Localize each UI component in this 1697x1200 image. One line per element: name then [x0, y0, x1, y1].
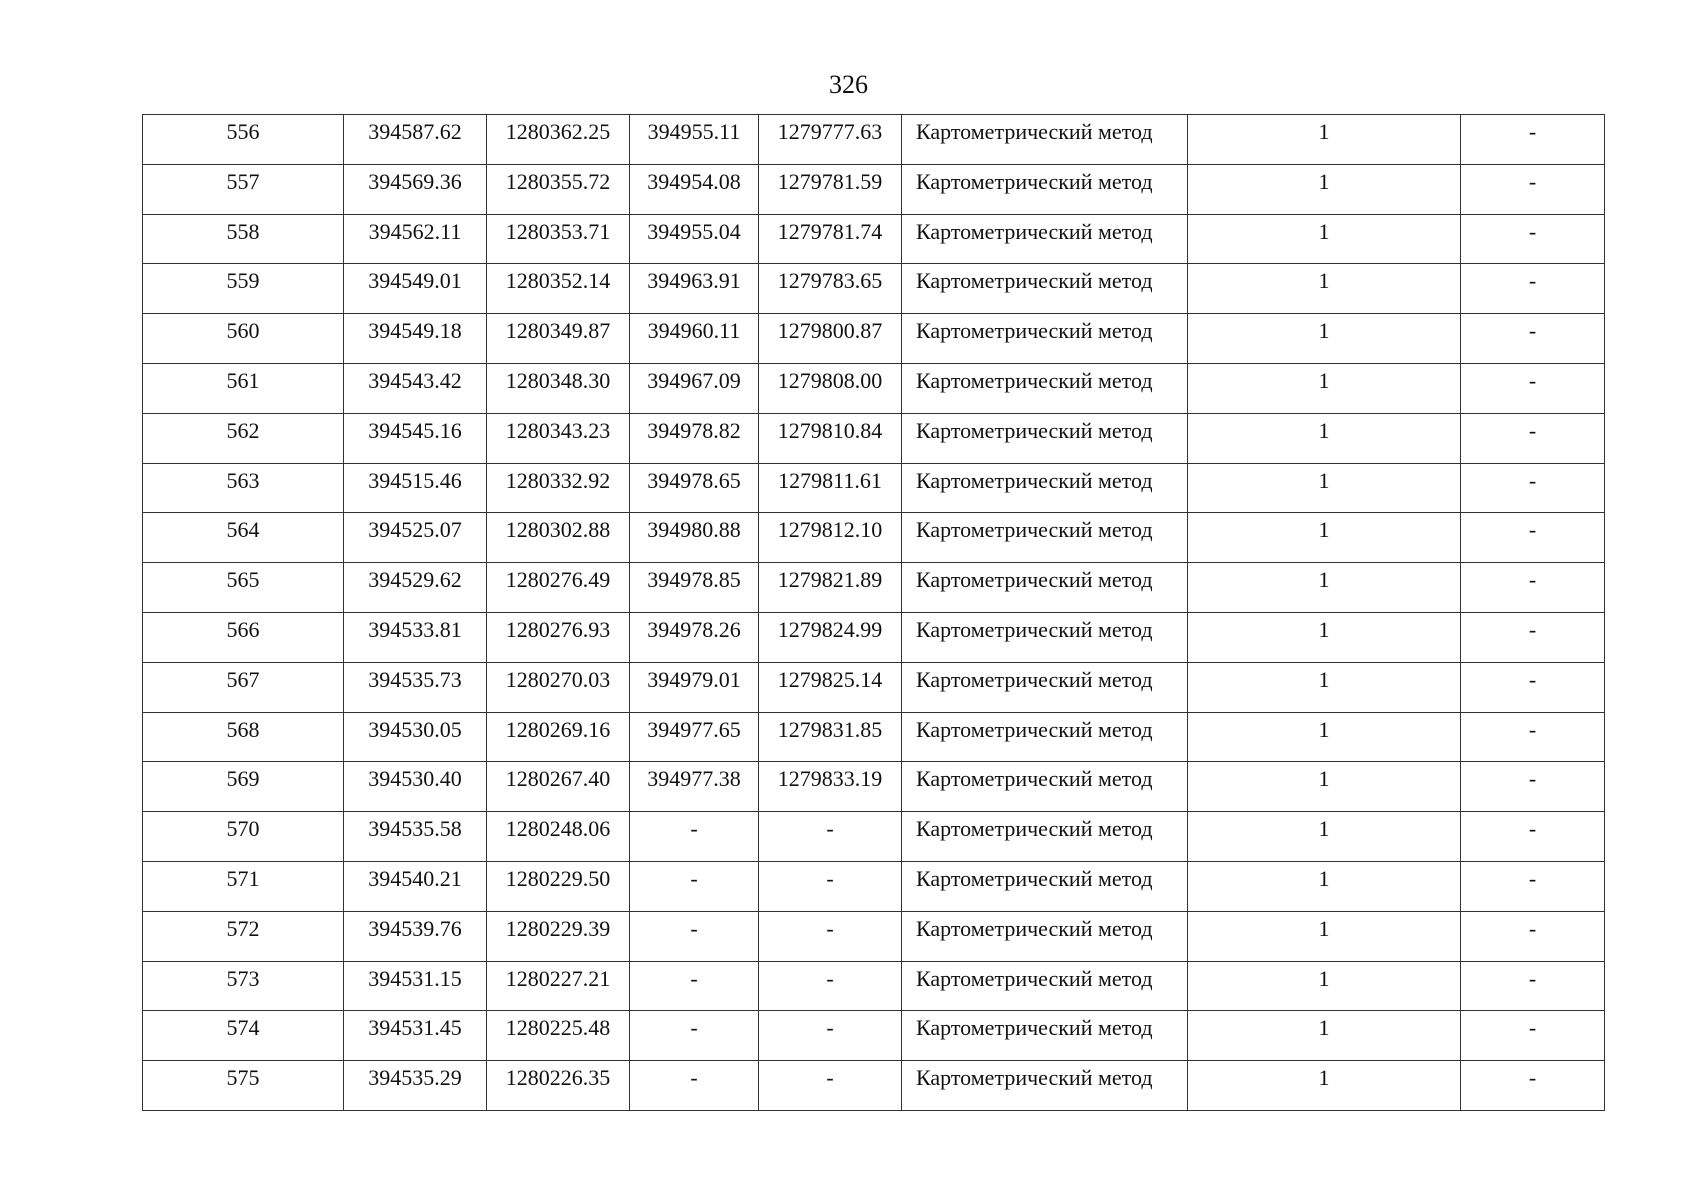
old-x-cell: 394530.40 — [344, 762, 487, 812]
old-x-cell: 394535.73 — [344, 662, 487, 712]
new-x-cell: 394955.04 — [630, 214, 759, 264]
method-cell: Картометрический метод — [902, 911, 1188, 961]
new-y-cell: 1279781.59 — [759, 164, 902, 214]
new-y-cell: - — [759, 911, 902, 961]
method-cell: Картометрический метод — [902, 214, 1188, 264]
old-x-cell: 394531.45 — [344, 1011, 487, 1061]
point-number: 566 — [143, 612, 344, 662]
new-x-cell: 394978.26 — [630, 612, 759, 662]
method-cell: Картометрический метод — [902, 662, 1188, 712]
accuracy-cell: 1 — [1188, 712, 1461, 762]
new-x-cell: 394967.09 — [630, 363, 759, 413]
table-row — [143, 463, 1605, 513]
point-number: 556 — [143, 115, 344, 165]
new-x-cell: 394977.38 — [630, 762, 759, 812]
old-y-cell: 1280348.30 — [487, 363, 630, 413]
new-x-cell: - — [630, 812, 759, 862]
point-number: 559 — [143, 264, 344, 314]
old-y-cell: 1280276.49 — [487, 563, 630, 613]
point-number: 574 — [143, 1011, 344, 1061]
table-row — [143, 563, 1605, 613]
method-cell: Картометрический метод — [902, 513, 1188, 563]
old-y-cell: 1280226.35 — [487, 1061, 630, 1111]
description-cell: - — [1461, 612, 1605, 662]
description-cell: - — [1461, 115, 1605, 165]
method-cell: Картометрический метод — [902, 612, 1188, 662]
old-y-cell: 1280269.16 — [487, 712, 630, 762]
new-y-cell: 1279783.65 — [759, 264, 902, 314]
new-y-cell: - — [759, 961, 902, 1011]
old-x-cell: 394531.15 — [344, 961, 487, 1011]
new-y-cell: - — [759, 1061, 902, 1111]
new-x-cell: - — [630, 1061, 759, 1111]
description-cell: - — [1461, 812, 1605, 862]
new-x-cell: 394954.08 — [630, 164, 759, 214]
method-cell: Картометрический метод — [902, 712, 1188, 762]
old-x-cell: 394549.18 — [344, 314, 487, 364]
description-cell: - — [1461, 563, 1605, 613]
accuracy-cell: 1 — [1188, 662, 1461, 712]
table-row — [143, 712, 1605, 762]
old-x-cell: 394525.07 — [344, 513, 487, 563]
table-row — [143, 1011, 1605, 1061]
old-y-cell: 1280276.93 — [487, 612, 630, 662]
accuracy-cell: 1 — [1188, 911, 1461, 961]
method-cell: Картометрический метод — [902, 762, 1188, 812]
new-y-cell: 1279812.10 — [759, 513, 902, 563]
old-y-cell: 1280332.92 — [487, 463, 630, 513]
point-number: 558 — [143, 214, 344, 264]
old-x-cell: 394569.36 — [344, 164, 487, 214]
accuracy-cell: 1 — [1188, 264, 1461, 314]
point-number: 570 — [143, 812, 344, 862]
new-y-cell: 1279781.74 — [759, 214, 902, 264]
point-number: 557 — [143, 164, 344, 214]
method-cell: Картометрический метод — [902, 413, 1188, 463]
accuracy-cell: 1 — [1188, 812, 1461, 862]
description-cell: - — [1461, 1061, 1605, 1111]
table-row — [143, 961, 1605, 1011]
new-x-cell: 394978.65 — [630, 463, 759, 513]
accuracy-cell: 1 — [1188, 1061, 1461, 1111]
description-cell: - — [1461, 861, 1605, 911]
accuracy-cell: 1 — [1188, 513, 1461, 563]
description-cell: - — [1461, 463, 1605, 513]
description-cell: - — [1461, 164, 1605, 214]
accuracy-cell: 1 — [1188, 214, 1461, 264]
new-y-cell: 1279824.99 — [759, 612, 902, 662]
old-x-cell: 394562.11 — [344, 214, 487, 264]
old-x-cell: 394539.76 — [344, 911, 487, 961]
old-y-cell: 1280267.40 — [487, 762, 630, 812]
description-cell: - — [1461, 214, 1605, 264]
accuracy-cell: 1 — [1188, 413, 1461, 463]
point-number: 569 — [143, 762, 344, 812]
point-number: 568 — [143, 712, 344, 762]
old-y-cell: 1280229.39 — [487, 911, 630, 961]
coordinates-table — [142, 114, 1605, 1111]
old-y-cell: 1280352.14 — [487, 264, 630, 314]
new-y-cell: 1279800.87 — [759, 314, 902, 364]
accuracy-cell: 1 — [1188, 1011, 1461, 1061]
accuracy-cell: 1 — [1188, 363, 1461, 413]
new-x-cell: 394980.88 — [630, 513, 759, 563]
old-y-cell: 1280248.06 — [487, 812, 630, 862]
table-row — [143, 861, 1605, 911]
old-x-cell: 394533.81 — [344, 612, 487, 662]
accuracy-cell: 1 — [1188, 612, 1461, 662]
table-row — [143, 264, 1605, 314]
new-x-cell: - — [630, 1011, 759, 1061]
table-row — [143, 812, 1605, 862]
old-x-cell: 394529.62 — [344, 563, 487, 613]
accuracy-cell: 1 — [1188, 164, 1461, 214]
accuracy-cell: 1 — [1188, 563, 1461, 613]
old-y-cell: 1280227.21 — [487, 961, 630, 1011]
point-number: 564 — [143, 513, 344, 563]
new-y-cell: 1279831.85 — [759, 712, 902, 762]
accuracy-cell: 1 — [1188, 961, 1461, 1011]
new-x-cell: 394963.91 — [630, 264, 759, 314]
table-row — [143, 413, 1605, 463]
description-cell: - — [1461, 513, 1605, 563]
old-x-cell: 394587.62 — [344, 115, 487, 165]
description-cell: - — [1461, 911, 1605, 961]
method-cell: Картометрический метод — [902, 314, 1188, 364]
description-cell: - — [1461, 264, 1605, 314]
old-y-cell: 1280353.71 — [487, 214, 630, 264]
table-body — [143, 115, 1605, 1111]
method-cell: Картометрический метод — [902, 164, 1188, 214]
point-number: 571 — [143, 861, 344, 911]
new-y-cell: - — [759, 812, 902, 862]
table-row — [143, 314, 1605, 364]
accuracy-cell: 1 — [1188, 861, 1461, 911]
point-number: 567 — [143, 662, 344, 712]
description-cell: - — [1461, 314, 1605, 364]
point-number: 573 — [143, 961, 344, 1011]
accuracy-cell: 1 — [1188, 115, 1461, 165]
old-y-cell: 1280302.88 — [487, 513, 630, 563]
table-row — [143, 762, 1605, 812]
old-y-cell: 1280270.03 — [487, 662, 630, 712]
method-cell: Картометрический метод — [902, 563, 1188, 613]
table-row — [143, 214, 1605, 264]
new-x-cell: - — [630, 961, 759, 1011]
method-cell: Картометрический метод — [902, 1061, 1188, 1111]
method-cell: Картометрический метод — [902, 961, 1188, 1011]
old-y-cell: 1280225.48 — [487, 1011, 630, 1061]
old-y-cell: 1280355.72 — [487, 164, 630, 214]
description-cell: - — [1461, 662, 1605, 712]
old-x-cell: 394540.21 — [344, 861, 487, 911]
accuracy-cell: 1 — [1188, 463, 1461, 513]
table-row — [143, 612, 1605, 662]
description-cell: - — [1461, 762, 1605, 812]
old-y-cell: 1280362.25 — [487, 115, 630, 165]
method-cell: Картометрический метод — [902, 1011, 1188, 1061]
description-cell: - — [1461, 363, 1605, 413]
table-row — [143, 513, 1605, 563]
old-x-cell: 394549.01 — [344, 264, 487, 314]
old-x-cell: 394535.29 — [344, 1061, 487, 1111]
old-x-cell: 394535.58 — [344, 812, 487, 862]
point-number: 562 — [143, 413, 344, 463]
new-y-cell: - — [759, 1011, 902, 1061]
old-x-cell: 394545.16 — [344, 413, 487, 463]
table-row — [143, 911, 1605, 961]
point-number: 572 — [143, 911, 344, 961]
new-x-cell: 394955.11 — [630, 115, 759, 165]
new-y-cell: 1279777.63 — [759, 115, 902, 165]
method-cell: Картометрический метод — [902, 812, 1188, 862]
new-y-cell: 1279810.84 — [759, 413, 902, 463]
point-number: 565 — [143, 563, 344, 613]
new-y-cell: 1279825.14 — [759, 662, 902, 712]
table-row — [143, 1061, 1605, 1111]
new-x-cell: - — [630, 861, 759, 911]
new-x-cell: 394978.82 — [630, 413, 759, 463]
method-cell: Картометрический метод — [902, 463, 1188, 513]
new-x-cell: 394960.11 — [630, 314, 759, 364]
method-cell: Картометрический метод — [902, 115, 1188, 165]
point-number: 575 — [143, 1061, 344, 1111]
new-y-cell: 1279833.19 — [759, 762, 902, 812]
old-y-cell: 1280343.23 — [487, 413, 630, 463]
page-number: 326 — [829, 70, 868, 99]
description-cell: - — [1461, 413, 1605, 463]
description-cell: - — [1461, 712, 1605, 762]
point-number: 563 — [143, 463, 344, 513]
old-x-cell: 394530.05 — [344, 712, 487, 762]
new-y-cell: 1279808.00 — [759, 363, 902, 413]
old-y-cell: 1280229.50 — [487, 861, 630, 911]
new-x-cell: 394979.01 — [630, 662, 759, 712]
description-cell: - — [1461, 961, 1605, 1011]
new-x-cell: 394977.65 — [630, 712, 759, 762]
method-cell: Картометрический метод — [902, 861, 1188, 911]
accuracy-cell: 1 — [1188, 762, 1461, 812]
method-cell: Картометрический метод — [902, 264, 1188, 314]
new-y-cell: 1279811.61 — [759, 463, 902, 513]
accuracy-cell: 1 — [1188, 314, 1461, 364]
old-x-cell: 394515.46 — [344, 463, 487, 513]
table-row — [143, 363, 1605, 413]
old-y-cell: 1280349.87 — [487, 314, 630, 364]
old-x-cell: 394543.42 — [344, 363, 487, 413]
point-number: 561 — [143, 363, 344, 413]
table-row — [143, 164, 1605, 214]
new-x-cell: 394978.85 — [630, 563, 759, 613]
table-row — [143, 662, 1605, 712]
method-cell: Картометрический метод — [902, 363, 1188, 413]
point-number: 560 — [143, 314, 344, 364]
table-row — [143, 115, 1605, 165]
new-y-cell: - — [759, 861, 902, 911]
description-cell: - — [1461, 1011, 1605, 1061]
new-x-cell: - — [630, 911, 759, 961]
new-y-cell: 1279821.89 — [759, 563, 902, 613]
